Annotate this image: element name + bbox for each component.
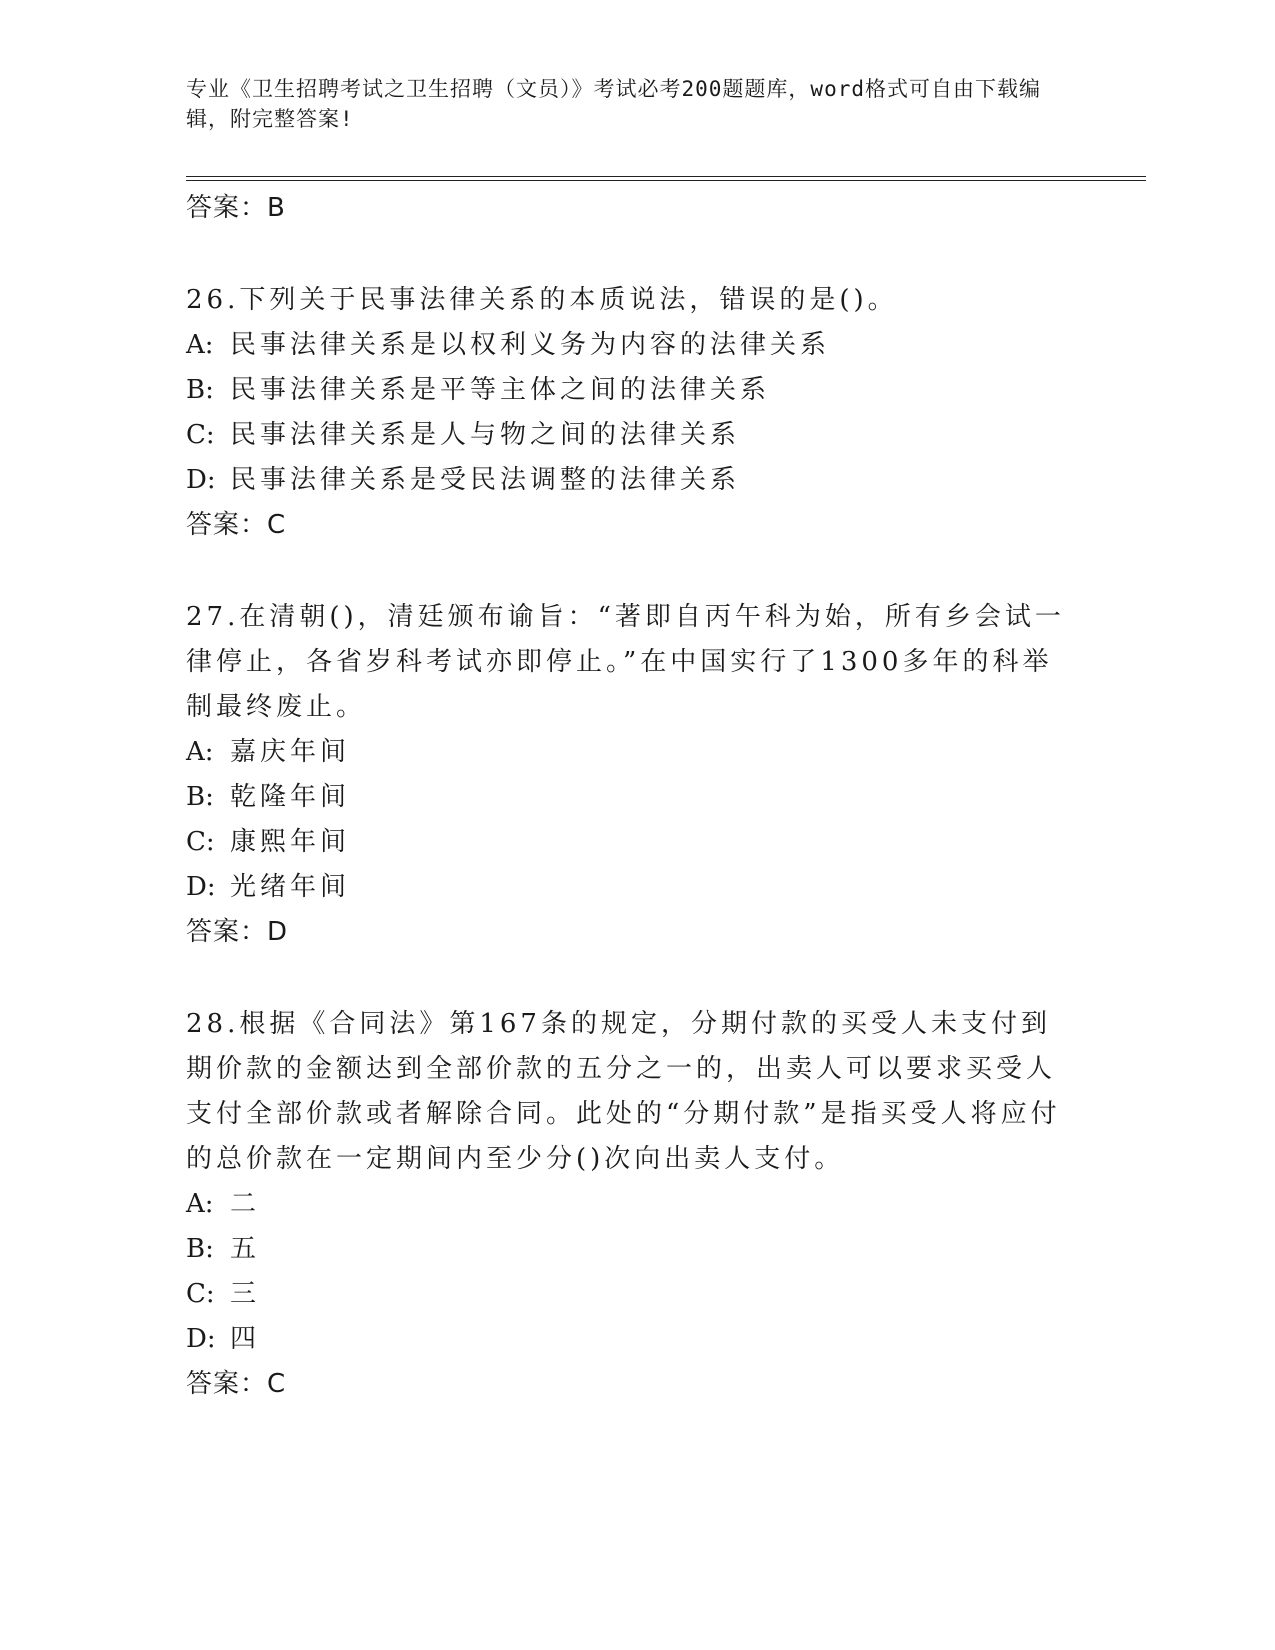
option-text: 四 (230, 1324, 261, 1354)
option-text: 光绪年间 (230, 872, 351, 902)
option-letter: B: (186, 1234, 214, 1264)
option-a (186, 323, 1066, 368)
answer-line: 答案：C (186, 510, 287, 540)
option-letter: C: (186, 1279, 215, 1309)
option-letter: A: (186, 737, 214, 767)
question-26 (186, 278, 1066, 547)
option-a (186, 1182, 1066, 1227)
page-header: 专业《卫生招聘考试之卫生招聘（文员）》考试必考200题题库，word格式可自由下载编辑，附完整答案! (186, 77, 1041, 131)
option-letter: B: (186, 375, 214, 405)
option-text: 民事法律关系是人与物之间的法律关系 (230, 420, 741, 450)
option-letter: A: (186, 1189, 214, 1219)
option-text: 民事法律关系是以权利义务为内容的法律关系 (230, 330, 831, 360)
option-c (186, 1272, 1066, 1317)
option-letter: C: (186, 420, 215, 450)
answer-line: 答案：D (186, 917, 289, 947)
question-28 (186, 1002, 1066, 1406)
option-text: 嘉庆年间 (230, 737, 351, 767)
question-stem: 26.下列关于民事法律关系的本质说法，错误的是()。 (186, 285, 898, 315)
option-letter: A: (186, 330, 214, 360)
option-c (186, 413, 1066, 458)
option-a (186, 730, 1066, 775)
option-letter: C: (186, 827, 215, 857)
option-letter: B: (186, 782, 214, 812)
header-divider (186, 176, 1146, 181)
option-text: 民事法律关系是受民法调整的法律关系 (230, 465, 741, 495)
question-stem: 28.根据《合同法》第167条的规定，分期付款的买受人未支付到期价款的金额达到全部价款的五分之一的，出卖人可以要求买受人支付全部价款或者解除合同。此处的“分期付款”是指买受人将应付的总价款在一定期间内至少分()次向出卖人支付。 (186, 1009, 1061, 1174)
option-letter: D: (186, 872, 216, 902)
document-body (186, 186, 1066, 1406)
option-b (186, 1227, 1066, 1272)
option-text: 民事法律关系是平等主体之间的法律关系 (230, 375, 771, 405)
question-27 (186, 595, 1066, 954)
option-d (186, 865, 1066, 910)
option-letter: D: (186, 1324, 216, 1354)
option-text: 二 (230, 1189, 261, 1219)
option-text: 康熙年间 (230, 827, 351, 857)
question-stem: 27.在清朝()，清廷颁布谕旨：“著即自丙午科为始，所有乡会试一律停止，各省岁科考试亦即停止。”在中国实行了1300多年的科举制最终废止。 (186, 602, 1065, 722)
option-b (186, 368, 1066, 413)
option-letter: D: (186, 465, 216, 495)
option-text: 五 (230, 1234, 261, 1264)
option-text: 乾隆年间 (230, 782, 351, 812)
option-b (186, 775, 1066, 820)
answer-line: 答案：C (186, 1369, 287, 1399)
option-d (186, 1317, 1066, 1362)
option-text: 三 (230, 1279, 261, 1309)
answer-line: 答案：B (186, 193, 286, 223)
option-d (186, 458, 1066, 503)
option-c (186, 820, 1066, 865)
